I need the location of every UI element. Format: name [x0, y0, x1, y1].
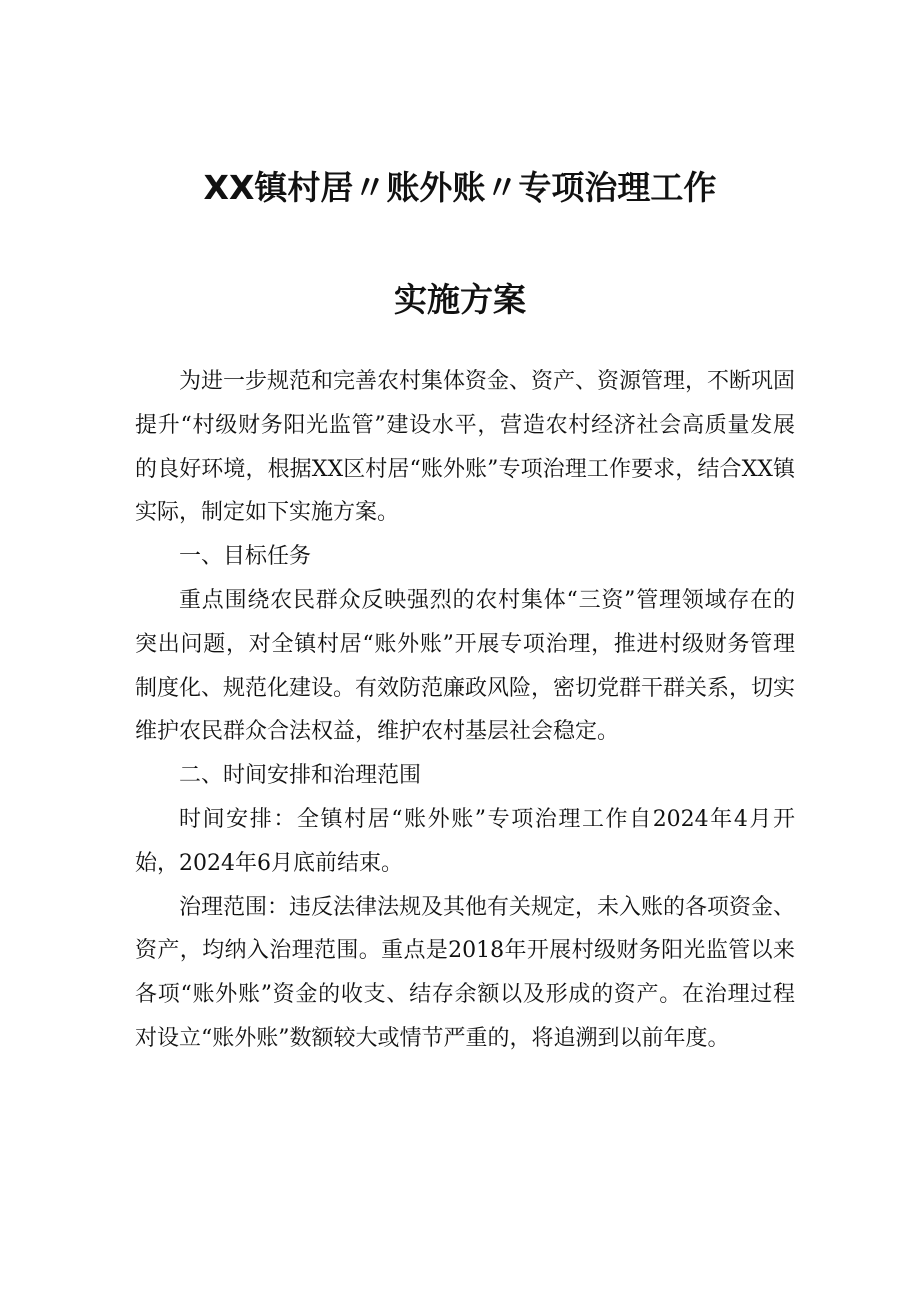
section-heading-schedule-scope: 二、时间安排和治理范围: [179, 763, 422, 789]
document-body: [135, 360, 795, 1061]
document-title-line-1: XX镇村居〃账外账〃专项治理工作: [203, 168, 717, 207]
section-heading-goals: 一、目标任务: [179, 544, 312, 570]
intro-paragraph: 为进一步规范和完善农村集体资金、资产、资源管理，不断巩固提升“村级财务阳光监管”建设水平，营造农村经济社会高质量发展的良好环境，根据XX区村居“账外账”专项治理工作要求，结合XX镇实际，制定如下实施方案。: [135, 369, 796, 526]
goals-paragraph: 重点围绕农民群众反映强烈的农村集体“三资”管理领域存在的突出问题，对全镇村居“账外账”开展专项治理，推进村级财务管理制度化、规范化建设。有效防范廉政风险，密切党群干群关系，切实维护农民群众合法权益，维护农村基层社会稳定。: [135, 587, 796, 745]
document-title-line-2: 实施方案: [394, 280, 526, 319]
scope-paragraph: 治理范围：违反法律法规及其他有关规定，未入账的各项资金、资产，均纳入治理范围。重点是2018年开展村级财务阳光监管以来各项“账外账”资金的收支、结存余额以及形成的资产。在治理过程对设立“账外账”数额较大或情节严重的，将追溯到以前年度。: [135, 894, 796, 1051]
schedule-paragraph: 时间安排：全镇村居“账外账”专项治理工作自2024年4月开始，2024年6月底前结束。: [135, 806, 795, 876]
